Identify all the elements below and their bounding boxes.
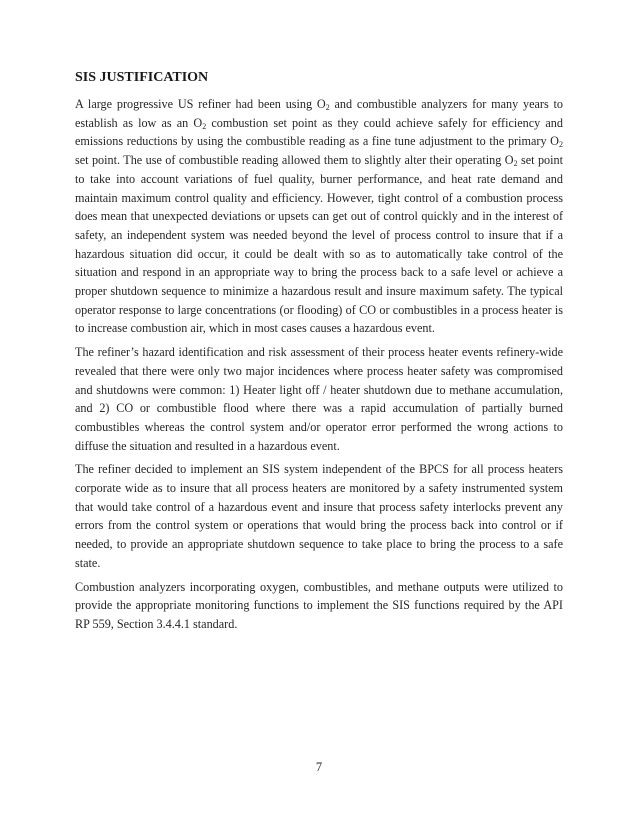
paragraph-2: The refiner’s hazard identification and risk assessment of their process heater events refinery-wide revealed that there were only two major incidences where process heater safety was compromised and shutdowns were common: 1) Heater light off / heater shutdown due to methane accumulation, and 2) CO or combustible flood where there was a rapid accumulation of partially burned combustibles whereas the control system and/or operator error performed the wrong actions to diffuse the situation and resulted in a hazardous event. <box>75 345 563 453</box>
paragraph-1-text-b: and combustible analyzers for many years to establish as low as an O <box>75 97 563 130</box>
document-body <box>75 70 563 639</box>
section-heading: SIS JUSTIFICATION <box>75 70 209 85</box>
subscript-2: 2 <box>513 159 518 169</box>
subscript-2: 2 <box>559 140 563 150</box>
paragraph-1-text-e: set point to take into account variations of fuel quality, burner performance, and heat rate demand and maintain maximum control quality and efficiency. However, tight control of a combustion process does mean that unexpected deviations or upsets can get out of control quickly and in the interest of safety, an independent system was needed beyond the level of process control to insure that if a hazardous situation did occur, it could be dealt with so as to automatically take control of the situation and respond in an appropriate way to bring the process back to a safe level or achieve a proper shutdown sequence to minimize a hazardous result and insure maximum safety. The typical operator response to large concentrations (or flooding) of CO or combustibles in a process heater is to increase combustion air, which in most cases causes a hazardous event. <box>75 153 563 336</box>
page-number: 7 <box>315 760 323 774</box>
paragraph-3: The refiner decided to implement an SIS system independent of the BPCS for all process heaters corporate wide as to insure that all process heaters are monitored by a safety instrumented system that would take control of a hazardous event and insure that process safety interlocks prevent any errors from the control system or operations that would bring the process back into control or if needed, to provide an appropriate shutdown sequence to take place to bring the process to a safe state. <box>75 462 563 570</box>
paragraph-1-text-a: A large progressive US refiner had been using O <box>75 97 326 111</box>
paragraph-1-text-d: set point. The use of combustible reading allowed them to slightly alter their operating O <box>75 153 514 168</box>
subscript-2: 2 <box>325 103 330 112</box>
paragraph-1 <box>75 95 563 338</box>
paragraph-4: Combustion analyzers incorporating oxygen, combustibles, and methane outputs were utilized to provide the appropriate monitoring functions to implement the SIS functions required by the API RP 559, Section 3.4.4.1 standard. <box>75 579 563 631</box>
paragraph-1-text-c: combustion set point as they could achieve safely for efficiency and emissions reductions by using the combustible reading as a fine tune adjustment to the primary O <box>75 115 563 149</box>
subscript-2: 2 <box>202 121 207 131</box>
